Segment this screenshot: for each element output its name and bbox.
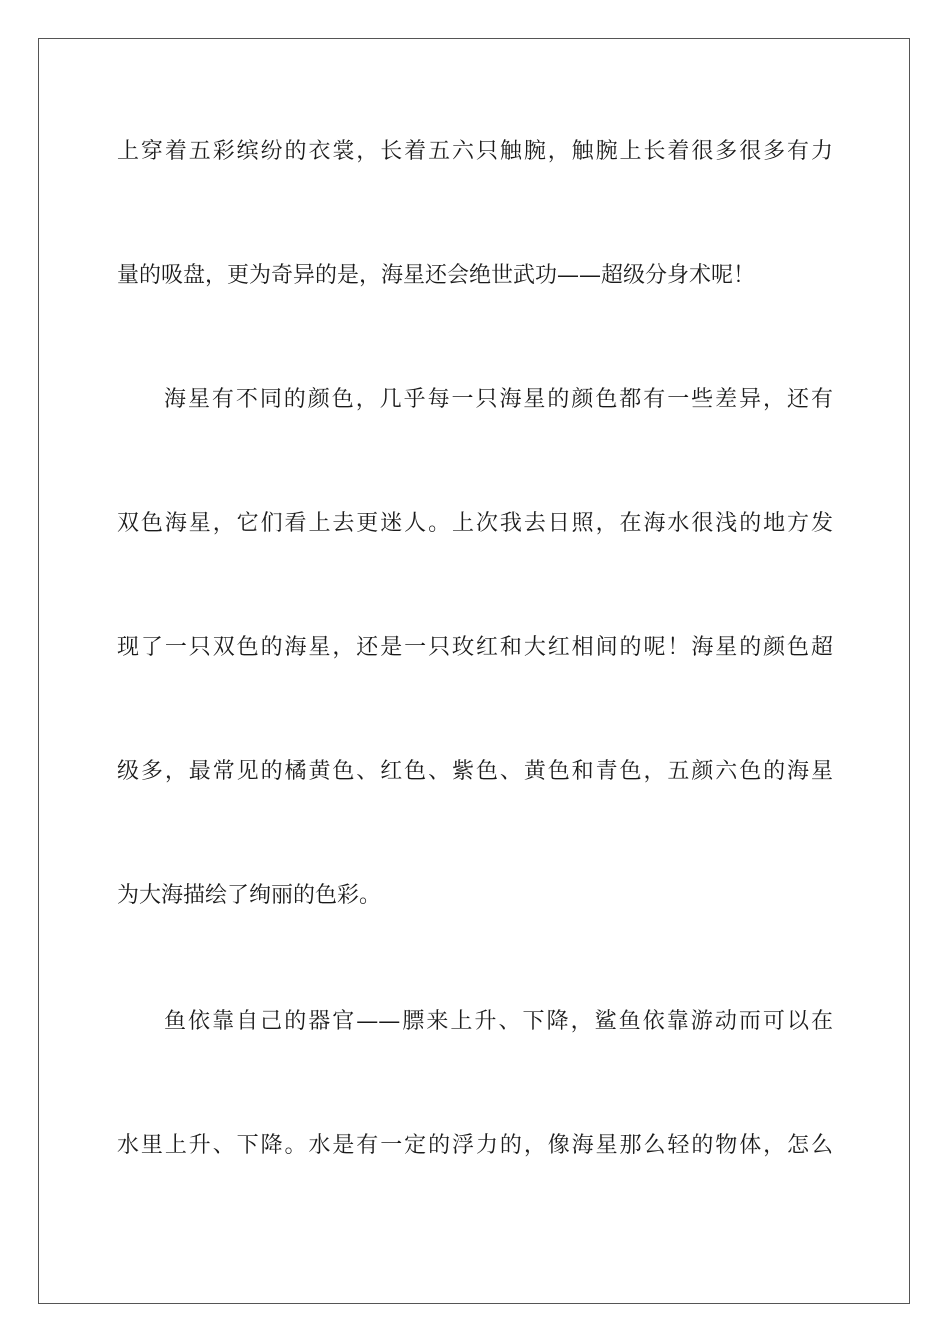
text-line-6: 级多，最常见的橘黄色、红色、紫色、黄色和青色，五颜六色的海星 (117, 759, 833, 784)
text-line-9: 水里上升、下降。水是有一定的浮力的，像海星那么轻的物体，怎么 (117, 1133, 833, 1158)
text-line-7: 为大海描绘了绚丽的色彩。 (117, 883, 382, 908)
page-border (38, 38, 910, 1304)
text-line-4: 双色海星，它们看上去更迷人。上次我去日照，在海水很浅的地方发 (117, 511, 833, 536)
text-line-8-paragraph-start: 鱼依靠自己的器官——膘来上升、下降，鲨鱼依靠游动而可以在 (164, 1009, 833, 1034)
text-line-3-paragraph-start: 海星有不同的颜色，几乎每一只海星的颜色都有一些差异，还有 (164, 387, 833, 412)
text-line-1: 上穿着五彩缤纷的衣裳，长着五六只触腕，触腕上长着很多很多有力 (117, 139, 833, 164)
text-line-2: 量的吸盘，更为奇异的是，海星还会绝世武功——超级分身术呢！ (117, 263, 756, 288)
text-line-5: 现了一只双色的海星，还是一只玫红和大红相间的呢！海星的颜色超 (117, 635, 833, 660)
